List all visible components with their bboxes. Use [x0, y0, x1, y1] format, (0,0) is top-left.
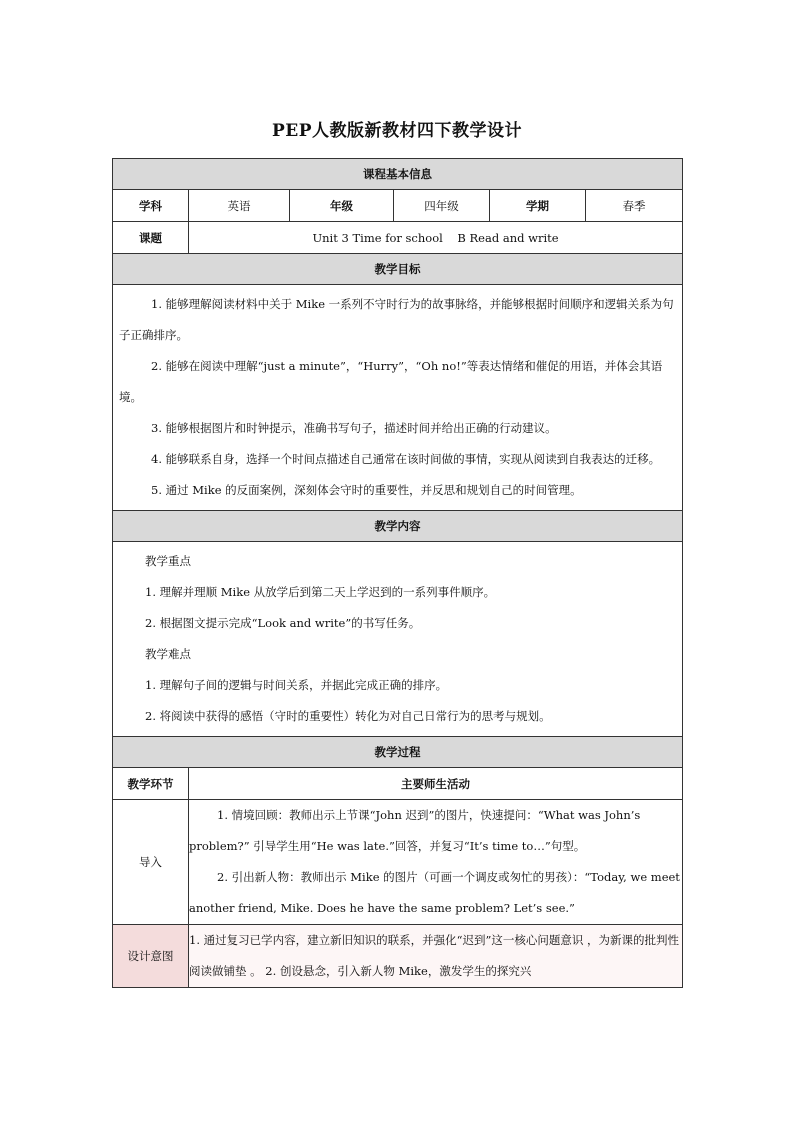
process-header: 教学过程	[113, 737, 683, 768]
topic-value: Unit 3 Time for school B Read and write	[189, 222, 683, 254]
stage-intro-label: 导入	[113, 800, 189, 925]
objective-item: 2. 能够在阅读中理解“just a minute”，“Hurry”，“Oh no!”等表达情绪和催促的用语，并体会其语境。	[119, 359, 663, 404]
lesson-plan-table	[112, 158, 683, 988]
difficult-points-label: 教学难点	[145, 647, 191, 661]
design-intent-label: 设计意图	[113, 925, 189, 988]
difficult-point-item: 1. 理解句子间的逻辑与时间关系，并据此完成正确的排序。	[145, 678, 448, 692]
activity-column-header: 主要师生活动	[189, 768, 683, 800]
basic-info-header: 课程基本信息	[113, 159, 683, 190]
document-title: PEP人教版新教材四下教学设计	[271, 121, 523, 141]
topic-label: 课题	[113, 222, 189, 254]
subject-label: 学科	[113, 190, 189, 222]
objective-item: 3. 能够根据图片和时钟提示，准确书写句子，描述时间并给出正确的行动建议。	[151, 421, 557, 435]
content-header: 教学内容	[113, 511, 683, 542]
term-label: 学期	[490, 190, 586, 222]
objectives-header: 教学目标	[113, 254, 683, 285]
key-point-item: 1. 理解并理顺 Mike 从放学后到第二天上学迟到的一系列事件顺序。	[145, 585, 496, 599]
objectives-body	[113, 285, 683, 511]
key-points-label: 教学重点	[145, 554, 191, 568]
objective-item: 4. 能够联系自身，选择一个时间点描述自己通常在该时间做的事情，实现从阅读到自我表达的迁移。	[151, 452, 661, 466]
objective-item: 1. 能够理解阅读材料中关于 Mike 一系列不守时行为的故事脉络，并能够根据时间顺序和逻辑关系为句子正确排序。	[119, 297, 674, 342]
intro-activity-2: 2. 引出新人物：教师出示 Mike 的图片（可画一个调皮或匆忙的男孩）：“Today, we meet another friend, Mike. Does he have the same problem? Let’s see.”	[189, 870, 680, 915]
design-intent-text: 1. 通过复习已学内容，建立新旧知识的联系，并强化“迟到”这一核心问题意识 ，为新课的批判性阅读做铺垫 。 2. 创设悬念，引入新人物 Mike，激发学生的探究兴	[189, 925, 683, 988]
stage-column-header: 教学环节	[113, 768, 189, 800]
intro-activity-1: 1. 情境回顾：教师出示上节课“John 迟到”的图片，快速提问：“What was John’s problem?” 引导学生用“He was late.”回答，并复习“It’s time to…”句型。	[189, 808, 641, 853]
difficult-point-item: 2. 将阅读中获得的感悟（守时的重要性）转化为对自己日常行为的思考与规划。	[145, 709, 551, 723]
key-point-item: 2. 根据图文提示完成“Look and write”的书写任务。	[145, 616, 421, 630]
grade-value: 四年级	[394, 190, 490, 222]
objective-item: 5. 通过 Mike 的反面案例，深刻体会守时的重要性，并反思和规划自己的时间管理。	[151, 483, 582, 497]
intro-activities	[189, 800, 683, 925]
content-body	[113, 542, 683, 737]
grade-label: 年级	[290, 190, 394, 222]
subject-value: 英语	[189, 190, 290, 222]
term-value: 春季	[586, 190, 683, 222]
